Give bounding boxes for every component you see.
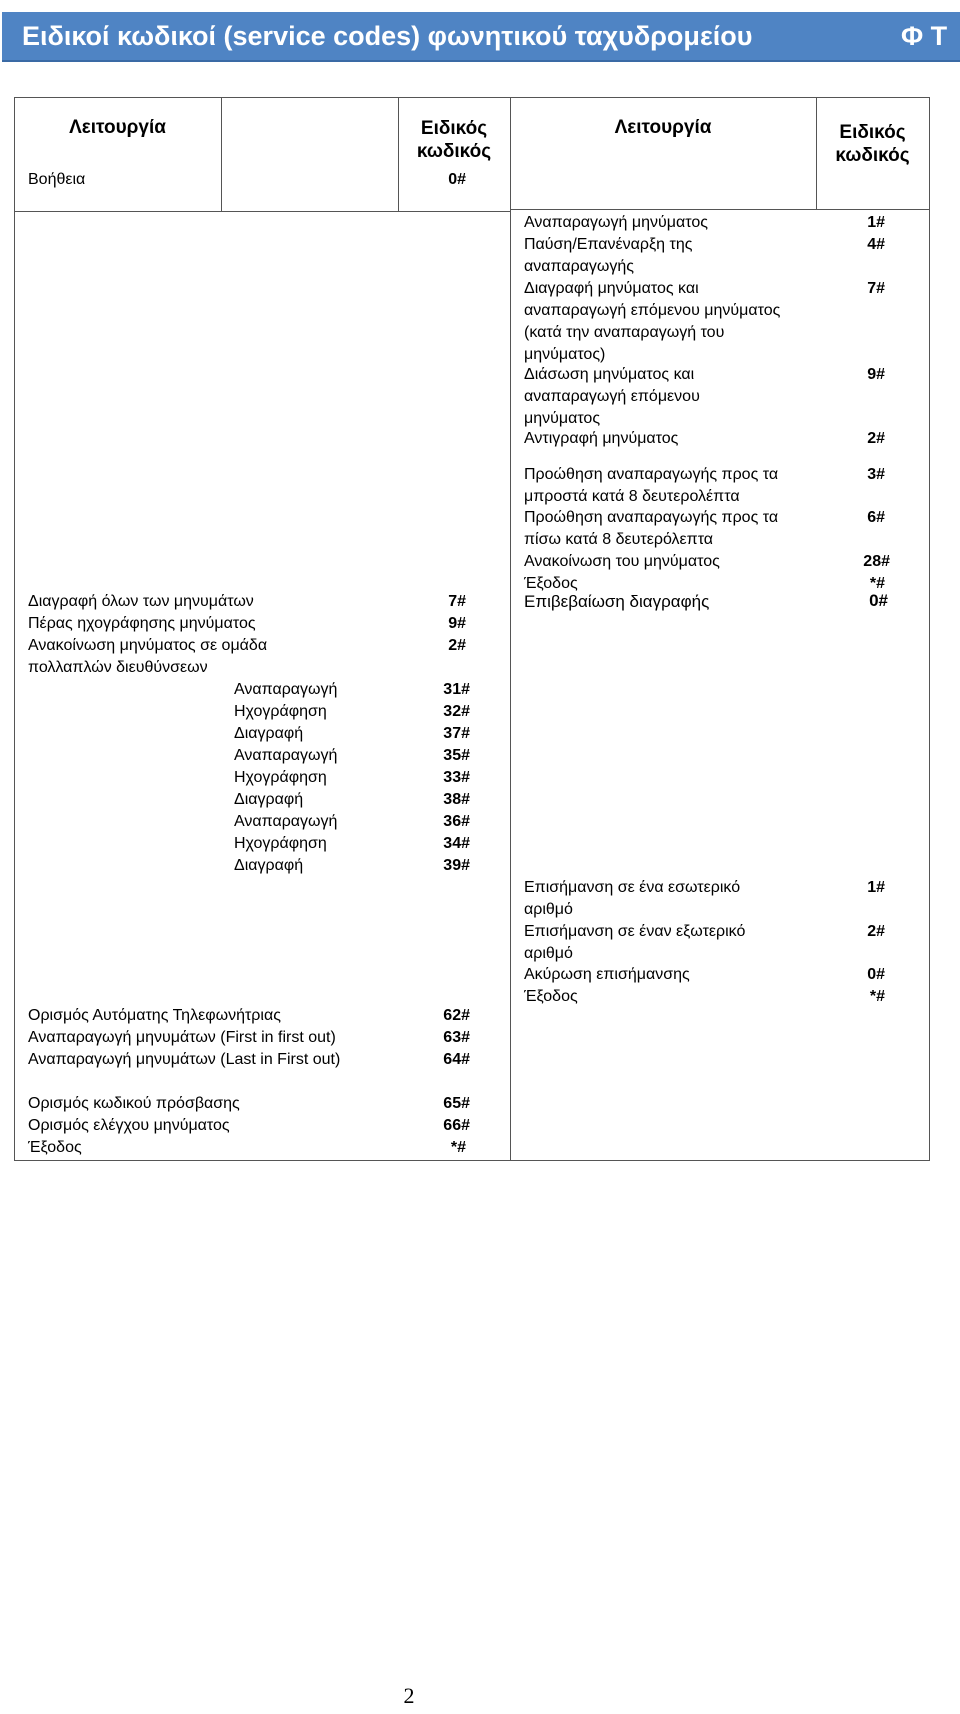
header-function-left: Λειτουργία bbox=[69, 117, 166, 138]
right-row-label: Προώθηση αναπαραγωγής προς τα μπροστά κατά 8 δευτερολέπτα bbox=[524, 466, 779, 505]
left-row-label: Ηχογράφηση bbox=[234, 835, 327, 852]
right-row-code: 6# bbox=[867, 509, 885, 526]
right-row-label: Ανακοίνωση του μηνύματος bbox=[524, 553, 720, 570]
header-code-left: Ειδικός κωδικός bbox=[416, 118, 492, 162]
right-row-code: 28# bbox=[863, 553, 890, 570]
right-row-label: Προώθηση αναπαραγωγής προς τα πίσω κατά 8 δευτερόλεπτα bbox=[524, 509, 779, 548]
left-row-label: Διαγραφή bbox=[234, 725, 304, 742]
left-row-code: 34# bbox=[443, 835, 470, 852]
right-row-code: 4# bbox=[867, 236, 885, 253]
left-row-label: Διαγραφή bbox=[234, 857, 304, 874]
right-row-label: Επισήμανση σε ένα εσωτερικό αριθμό bbox=[524, 879, 741, 918]
left-row-label: Ορισμός κωδικού πρόσβασης bbox=[28, 1095, 240, 1112]
right-row-label: Ακύρωση επισήμανσης bbox=[524, 966, 690, 983]
right-row-label: Επισήμανση σε έναν εξωτερικό αριθμό bbox=[524, 923, 746, 962]
right-row-code: 2# bbox=[867, 923, 885, 940]
right-row-label: Επιβεβαίωση διαγραφής bbox=[524, 592, 710, 611]
left-row-label: Διαγραφή όλων των μηνυμάτων bbox=[28, 593, 254, 610]
left-row-code: 38# bbox=[443, 791, 470, 808]
right-row-label: Έξοδος bbox=[524, 988, 578, 1005]
header-function-right: Λειτουργία bbox=[614, 117, 712, 138]
page-title-tail: Φ Τ bbox=[901, 21, 948, 51]
right-row-label: Έξοδος bbox=[524, 575, 578, 592]
left-row-code: 66# bbox=[443, 1117, 470, 1134]
left-row-label: Αναπαραγωγή bbox=[234, 681, 338, 698]
left-row-label: Αναπαραγωγή μηνυμάτων (First in first out) bbox=[28, 1029, 336, 1046]
left-row-label: Αναπαραγωγή μηνυμάτων (Last in First out) bbox=[28, 1051, 341, 1068]
right-row-code: 1# bbox=[867, 214, 885, 231]
left-row-label: Ορισμός Αυτόματης Τηλεφωνήτριας bbox=[28, 1007, 281, 1024]
left-row-code: 65# bbox=[443, 1095, 470, 1112]
left-row-code: 35# bbox=[443, 747, 470, 764]
left-row-code: 33# bbox=[443, 769, 470, 786]
right-row-code: 0# bbox=[869, 591, 888, 610]
left-row-code: *# bbox=[450, 1139, 466, 1156]
title-banner bbox=[2, 12, 960, 62]
left-row-code: 31# bbox=[443, 681, 470, 698]
right-row-code: *# bbox=[869, 988, 885, 1005]
left-row-label: Αναπαραγωγή bbox=[234, 747, 338, 764]
left-row-label: Ανακοίνωση μηνύματος σε ομάδα πολλαπλών διευθύνσεων bbox=[28, 637, 268, 676]
left-row-label: Ορισμός ελέγχου μηνύματος bbox=[28, 1117, 230, 1134]
left-row-code: 63# bbox=[443, 1029, 470, 1046]
right-row-code: 1# bbox=[867, 879, 885, 896]
left-row-code: 0# bbox=[448, 171, 466, 188]
left-row-code: 7# bbox=[448, 593, 466, 610]
right-row-code: *# bbox=[869, 575, 885, 592]
left-row-code: 36# bbox=[443, 813, 470, 830]
left-row-label: Πέρας ηχογράφησης μηνύματος bbox=[28, 615, 256, 632]
right-row-code: 3# bbox=[867, 466, 885, 483]
right-row-code: 9# bbox=[867, 366, 885, 383]
left-row-label: Διαγραφή bbox=[234, 791, 304, 808]
left-row-label: Αναπαραγωγή bbox=[234, 813, 338, 830]
right-row-code: 0# bbox=[867, 966, 885, 983]
left-row-code: 9# bbox=[448, 615, 466, 632]
right-row-code: 2# bbox=[867, 430, 885, 447]
header-code-right: Ειδικός κωδικός bbox=[835, 122, 910, 166]
right-row-label: Διάσωση μηνύματος και αναπαραγωγή επόμενου μηνύματος bbox=[524, 366, 700, 427]
page-number: 2 bbox=[403, 1683, 415, 1708]
right-row-label: Αναπαραγωγή μηνύματος bbox=[524, 214, 708, 231]
left-row-label: Έξοδος bbox=[28, 1139, 82, 1156]
left-row-label: Ηχογράφηση bbox=[234, 769, 327, 786]
right-row-label: Διαγραφή μηνύματος και αναπαραγωγή επόμενου μηνύματος (κατά την αναπαραγωγή του μηνύματος) bbox=[524, 280, 781, 363]
left-row-code: 62# bbox=[443, 1007, 470, 1024]
left-row-code: 32# bbox=[443, 703, 470, 720]
page-title: Ειδικοί κωδικοί (service codes) φωνητικού ταχυδρομείου bbox=[22, 21, 753, 51]
right-row-label: Παύση/Επανέναρξη της αναπαραγωγής bbox=[524, 236, 693, 275]
left-row-label: Βοήθεια bbox=[28, 171, 86, 188]
left-row-code: 39# bbox=[443, 857, 470, 874]
right-row-code: 7# bbox=[867, 280, 885, 297]
left-row-code: 2# bbox=[448, 637, 466, 654]
left-row-code: 37# bbox=[443, 725, 470, 742]
left-row-code: 64# bbox=[443, 1051, 470, 1068]
left-row-label: Ηχογράφηση bbox=[234, 703, 327, 720]
right-row-label: Αντιγραφή μηνύματος bbox=[524, 430, 679, 447]
